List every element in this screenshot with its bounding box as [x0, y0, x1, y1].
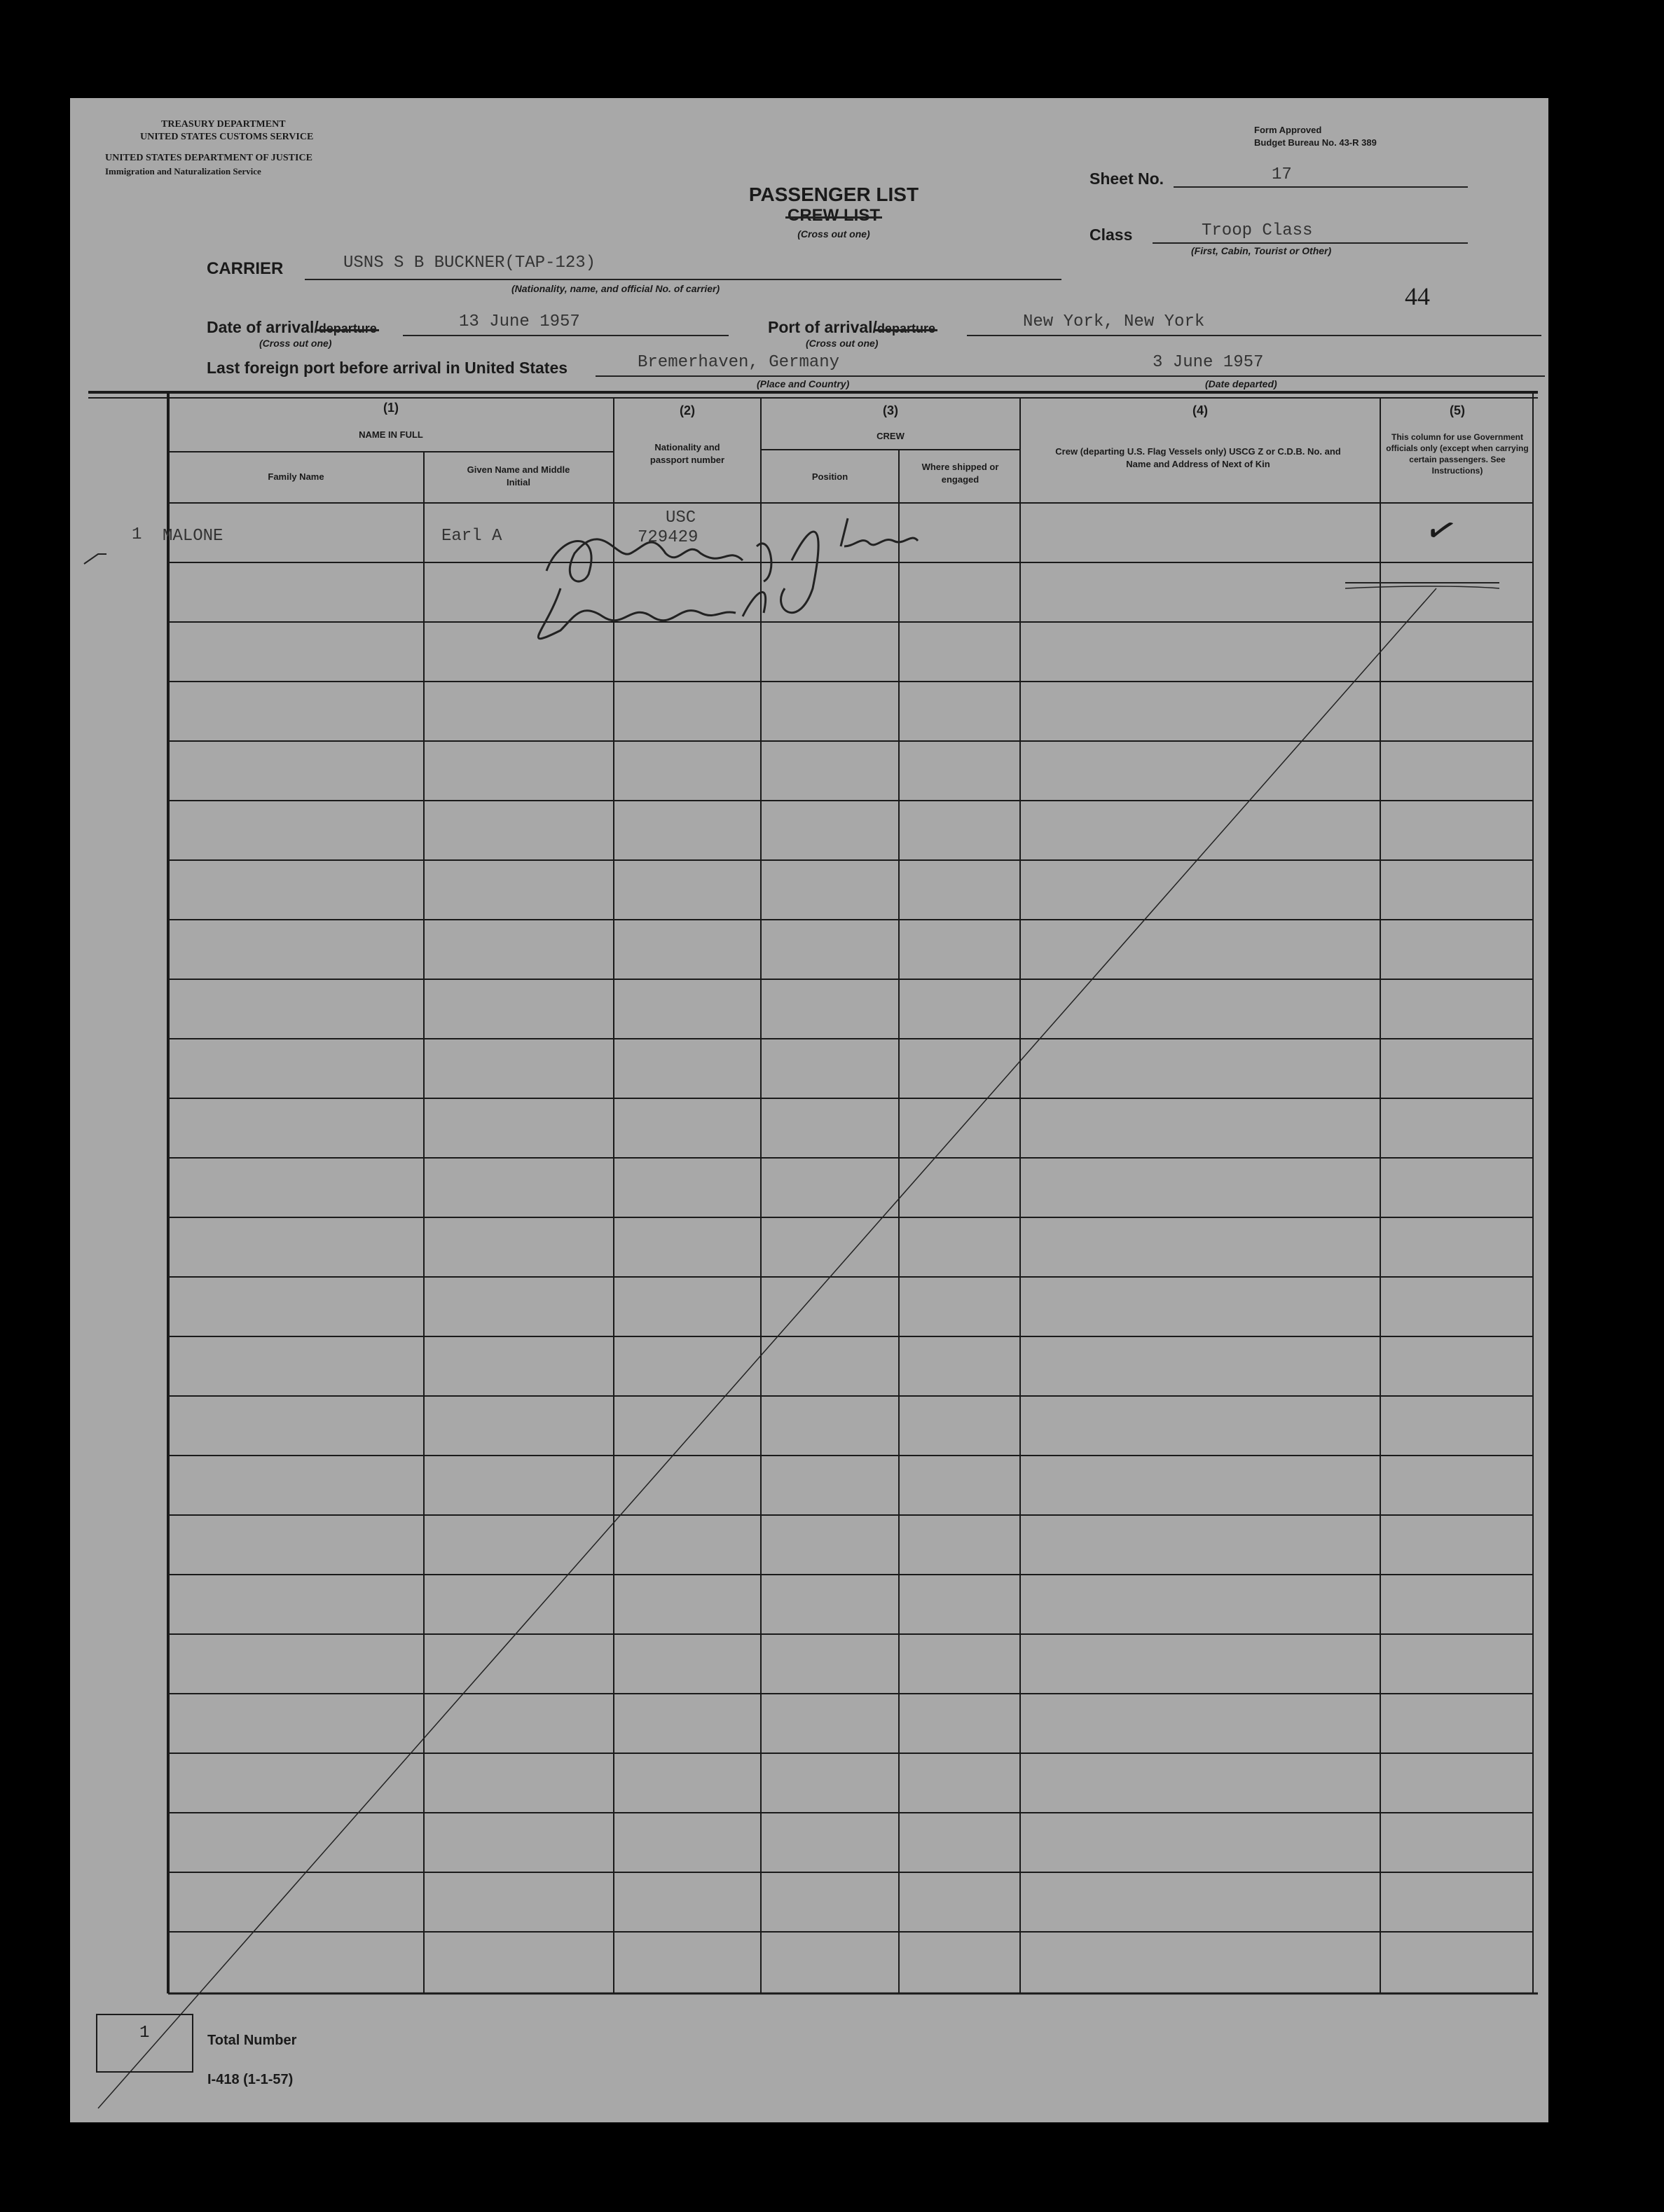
dept-line-3: UNITED STATES DEPARTMENT OF JUSTICE [105, 153, 312, 163]
row-check-mark: ✓ [1420, 506, 1462, 555]
last-port-value: Bremerhaven, Germany [638, 353, 840, 372]
port-hint: (Cross out one) [806, 338, 879, 349]
col4-title: Crew (departing U.S. Flag Vessels only) USCG Z or C.D.B. No. and Name and Address of Next of Kin [1055, 446, 1341, 469]
port-label: Port of arrival/departure [768, 318, 935, 336]
last-port-label: Last foreign port before arrival in United States [207, 359, 568, 377]
carrier-hint: (Nationality, name, and official No. of carrier) [511, 283, 720, 294]
col3-number: (3) [883, 403, 898, 417]
total-label: Total Number [207, 2033, 297, 2048]
col-given-name: Given Name and Middle Initial [467, 464, 570, 488]
row-nationality: USC [666, 509, 696, 527]
col-where-shipped: Where shipped or engaged [921, 462, 999, 485]
arrival-hint: (Cross out one) [259, 338, 332, 349]
col-family-name: Family Name [268, 471, 324, 482]
sheet-label: Sheet No. [1089, 170, 1164, 188]
dept-line-4: Immigration and Naturalization Service [105, 166, 261, 177]
col2-number: (2) [680, 403, 695, 417]
form-title-struck: CREW LIST [788, 206, 880, 225]
class-value: Troop Class [1202, 221, 1313, 240]
row-passport: 729429 [638, 528, 699, 547]
class-hint: (First, Cabin, Tourist or Other) [1191, 245, 1332, 256]
total-box [96, 2014, 193, 2073]
last-port-hint: (Place and Country) [757, 378, 850, 389]
col3-title: CREW [876, 431, 905, 441]
page-marker: 44 [1405, 282, 1430, 310]
row-given-name: Earl A [441, 527, 502, 546]
form-number: I-418 (1-1-57) [207, 2072, 294, 2087]
col5-title: This column for use Government officials only (except when carrying certain passengers. See Instructions) [1386, 432, 1529, 476]
carrier-label: CARRIER [207, 259, 284, 278]
col4-number: (4) [1192, 403, 1208, 417]
form-title: PASSENGER LIST [748, 184, 919, 205]
class-label: Class [1089, 226, 1133, 244]
arrival-label: Date of arrival/departure [207, 318, 377, 336]
sheet-value: 17 [1272, 165, 1292, 184]
document-sheet [70, 98, 1548, 2122]
col2-title: Nationality and passport number [649, 442, 725, 465]
arrival-value: 13 June 1957 [459, 312, 580, 331]
budget-number: Budget Bureau No. 43-R 389 [1254, 137, 1377, 148]
form-approved: Form Approved [1254, 125, 1322, 135]
dept-line-1: TREASURY DEPARTMENT [161, 119, 286, 130]
dept-line-2: UNITED STATES CUSTOMS SERVICE [140, 132, 314, 142]
col-position: Position [811, 471, 848, 482]
col1-title: NAME IN FULL [359, 429, 423, 440]
col5-number: (5) [1450, 403, 1465, 417]
cross-out-note: (Cross out one) [797, 228, 870, 240]
date-departed-hint: (Date departed) [1205, 378, 1277, 389]
row-number: 1 [132, 525, 142, 544]
col1-number: (1) [383, 401, 399, 415]
carrier-value: USNS S B BUCKNER(TAP-123) [343, 254, 596, 272]
port-value: New York, New York [1023, 312, 1205, 331]
total-value: 1 [139, 2024, 150, 2042]
row-family-name: MALONE [163, 527, 224, 546]
date-departed-value: 3 June 1957 [1153, 353, 1264, 372]
